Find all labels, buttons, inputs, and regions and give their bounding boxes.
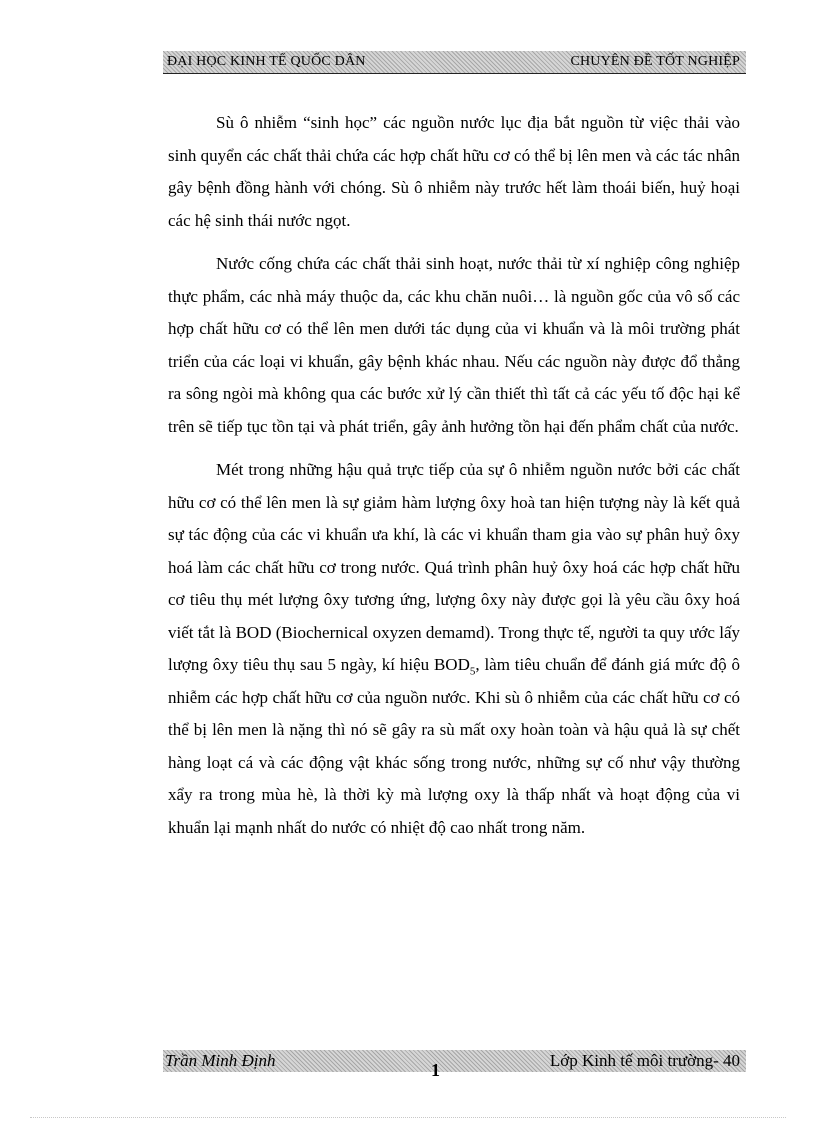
footer-author: Trần Minh Định (165, 1051, 276, 1070)
header-document-type: CHUYÊN ĐỀ TỐT NGHIỆP (570, 54, 740, 69)
bod-subscript: 5 (469, 665, 476, 678)
page-footer (163, 1050, 746, 1080)
paragraph-3-part-1: Mét trong những hậu quả trực tiếp của sự ô nhiễm nguồn nước bởi các chất hữu cơ có thể lên men là sự giảm hàm lượng ôxy hoà tan hiện tượng này là kết quả sự tác động của các vi khuẩn ưa khí, là các vi khuẩn tham gia vào sự phân huỷ ôxy hoá làm các chất hữu cơ trong nước. Quá trình phân huỷ ôxy hoá các hợp chất hữu cơ tiêu thụ mét lượng ôxy tương ứng, lượng ôxy này được gọi là yêu cầu ôxy hoá viết tắt là BOD (Biochernical oxyzen demamd). Trong thực tế, người ta quy ước lấy lượng ôxy tiêu thụ sau 5 ngày, kí hiệu BOD (168, 460, 740, 674)
footer-class-name: Lớp Kinh tế môi trường- 40 (549, 1051, 740, 1070)
paragraph-3-part-2: , làm tiêu chuẩn để đánh giá mức độ ô nhiễm các hợp chất hữu cơ của nguồn nước. Khi sù ô nhiễm của các chất hữu cơ có thể bị lên men là nặng thì nó sẽ gây ra sù mất oxy hoàn toàn và hậu quả là sự chết hàng loạt cá và các động vật khác sống trong nước, những sự cố như vậy thường xẩy ra trong mùa hè, là thời kỳ mà lượng oxy là thấp nhất và hoạt động của vi khuẩn lại mạnh nhất do nước có nhiệt độ cao nhất trong năm. (168, 655, 740, 837)
page-number: 1 (431, 1060, 440, 1080)
paragraph-3 (168, 454, 740, 844)
paragraph-2: Nước cống chứa các chất thải sinh hoạt, nước thải từ xí nghiệp công nghiệp thực phẩm, các nhà máy thuộc da, các khu chăn nuôi… là nguồn gốc của vô số các hợp chất hữu cơ có thể lên men dưới tác dụng của vi khuẩn và là môi trường phát triển của các loại vi khuẩn, gây bệnh khác nhau. Nếu các nguồn này được đổ thẳng ra sông ngòi mà không qua các bước xử lý cần thiết thì tất cả các yếu tố độc hại kể trên sẽ tiếp tục tồn tại và phát triển, gây ảnh hưởng tồn hại đến phẩm chất của nước. (168, 254, 740, 436)
header-university: ĐẠI HỌC KINH TẾ QUỐC DÂN (167, 54, 366, 69)
document-body (168, 107, 740, 855)
paragraph-1: Sù ô nhiễm “sinh học” các nguồn nước lục địa bắt nguồn từ việc thải vào sinh quyển các chất thải chứa các hợp chất hữu cơ có thể bị lên men và các tác nhân gây bệnh đồng hành với chóng. Sù ô nhiễm này trước hết làm thoái biến, huỷ hoại các hệ sinh thái nước ngọt. (168, 113, 740, 230)
page-boundary-divider (30, 1117, 786, 1118)
page-header (163, 51, 746, 74)
